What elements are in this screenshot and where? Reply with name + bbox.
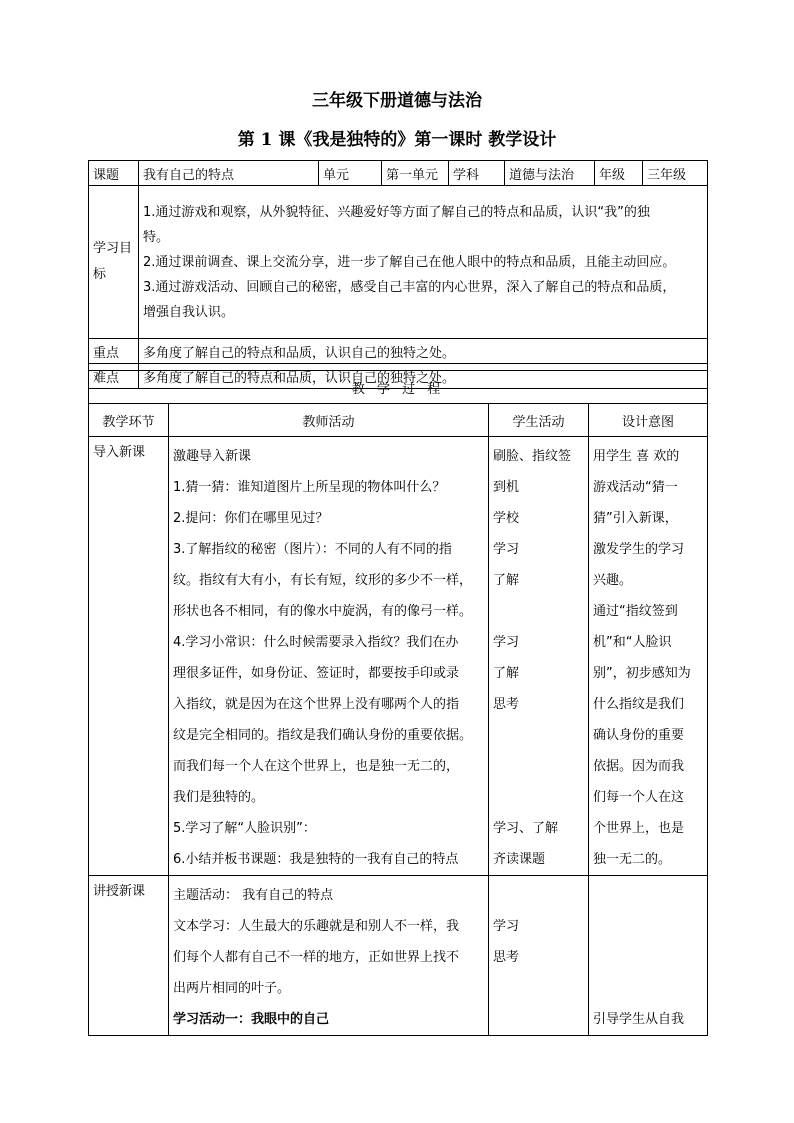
design-intent-teach — [589, 876, 708, 1036]
objective-line: 增强自我认识。 — [143, 304, 235, 320]
document-subtitle: 第 1 课《我是独特的》第一课时 教学设计 — [237, 130, 557, 150]
intent-line: 引导学生从自我 — [593, 1012, 685, 1027]
label-grade: 年级 — [595, 161, 643, 186]
teacher-activity-intro — [169, 437, 489, 876]
student-line: 刷脸、指纹签 — [493, 449, 572, 464]
design-intent-intro — [589, 437, 708, 876]
student-line — [493, 782, 584, 813]
stage-teach: 讲授新课 — [89, 876, 169, 1036]
student-line: 学习 — [493, 635, 520, 650]
teacher-line: 形状也各不相同，有的像水中旋涡，有的像弓一样。 — [173, 604, 473, 619]
teacher-line: 1.猜一猜：谁知道图片上所呈现的物体叫什么？ — [173, 480, 446, 495]
intent-line: 兴趣。 — [593, 573, 633, 588]
value-difficulty: 多角度了解自己的特点和品质，认识自己的独特之处。 — [139, 364, 708, 389]
label-topic: 课题 — [89, 161, 139, 186]
process-row-teach — [89, 876, 708, 1036]
header-teacher: 教师活动 — [169, 404, 489, 437]
teacher-line: 纹是完全相同的。指纹是我们确认身份的重要依据。 — [173, 728, 473, 743]
intent-line: 个世界上，也是 — [593, 821, 685, 836]
teacher-line: 而我们每一个人在这个世界上，也是独一无二的， — [173, 759, 460, 774]
student-line: 齐读课题 — [493, 852, 546, 867]
intent-line: 机”和“人脸识 — [593, 635, 672, 650]
value-unit: 第一单元 — [382, 161, 449, 186]
intent-line: 猜”引入新课， — [593, 511, 678, 526]
value-key: 多角度了解自己的特点和品质，认识自己的独特之处。 — [139, 339, 708, 364]
objective-line: 1.通过游戏和观察，从外貌特征、兴趣爱好等方面了解自己的特点和品质，认识“我”的独 — [143, 204, 650, 220]
header-intent: 设计意图 — [589, 404, 708, 437]
objective-line: 3.通过游戏活动、回顾自己的秘密，感受自己丰富的内心世界，深入了解自己的特点和品质， — [143, 279, 676, 295]
teacher-line: 入指纹，就是因为在这个世界上没有哪两个人的指 — [173, 697, 460, 712]
intent-line: 通过“指纹签到 — [593, 604, 678, 619]
intent-line: 激发学生的学习 — [593, 542, 685, 557]
teacher-line: 4.学习小常识：什么时候需要录入指纹？我们在办 — [173, 635, 459, 650]
teacher-line: 我们是独特的。 — [173, 790, 265, 805]
student-line: 了解 — [493, 666, 520, 681]
teacher-line: 激趣导入新课 — [173, 449, 252, 464]
student-line: 学校 — [493, 511, 520, 526]
label-subject: 学科 — [449, 161, 505, 186]
intent-line — [593, 942, 703, 973]
header-stage: 教学环节 — [89, 404, 169, 437]
intent-line — [593, 880, 703, 911]
student-line: 学习 — [493, 919, 520, 934]
teacher-line: 纹。指纹有大有小，有长有短，纹形的多少不一样， — [173, 573, 473, 588]
process-banner-row — [89, 371, 708, 404]
student-line — [493, 1004, 584, 1035]
intent-line: 们每一个人在这 — [593, 790, 685, 805]
teacher-line: 5.学习了解“人脸识别”： — [173, 821, 316, 836]
student-line — [493, 751, 584, 782]
teacher-line: 主题活动： 我有自己的特点 — [173, 888, 334, 903]
stage-intro: 导入新课 — [89, 437, 169, 876]
document-title: 三年级下册道德与法治 — [312, 91, 482, 111]
objective-line: 特。 — [143, 229, 170, 245]
teacher-line: 学习活动一：我眼中的自己 — [173, 1012, 330, 1027]
lesson-info-table — [88, 160, 708, 389]
student-line: 学习、了解 — [493, 821, 559, 836]
info-row-key — [89, 339, 708, 364]
process-row-intro — [89, 437, 708, 876]
student-line: 到机 — [493, 480, 520, 495]
teacher-line: 3.了解指纹的秘密（图片）：不同的人有不同的指 — [173, 542, 452, 557]
student-line — [493, 596, 584, 627]
student-line — [493, 973, 584, 1004]
value-subject: 道德与法治 — [505, 161, 595, 186]
info-row-objectives — [89, 186, 708, 339]
intent-line — [593, 973, 703, 1004]
process-header-row — [89, 404, 708, 437]
teacher-line: 理很多证件，如身份证、签证时，都要按手印或录 — [173, 666, 460, 681]
label-unit: 单元 — [319, 161, 382, 186]
label-objectives: 学习目标 — [89, 186, 139, 339]
value-topic: 我有自己的特点 — [139, 161, 319, 186]
teacher-line: 们每个人都有自己不一样的地方，正如世界上找不 — [173, 950, 460, 965]
intent-line: 依据。因为而我 — [593, 759, 685, 774]
teacher-line: 2.提问：你们在哪里见过？ — [173, 511, 329, 526]
objectives-text — [139, 186, 708, 339]
teacher-line: 6.小结并板书课题：我是独特的一我有自己的特点 — [173, 852, 459, 867]
label-difficulty: 难点 — [89, 364, 139, 389]
intent-line: 什么指纹是我们 — [593, 697, 685, 712]
student-line: 了解 — [493, 573, 520, 588]
student-line: 思考 — [493, 950, 520, 965]
teacher-line: 文本学习：人生最大的乐趣就是和别人不一样，我 — [173, 919, 460, 934]
student-line — [493, 880, 584, 911]
teacher-line: 出两片相同的叶子。 — [173, 981, 291, 996]
teaching-process-table — [88, 370, 708, 1036]
info-row-basic — [89, 161, 708, 186]
teacher-activity-teach — [169, 876, 489, 1036]
intent-line: 独一无二的。 — [593, 852, 672, 867]
process-banner: 教 学 过 程 — [89, 371, 708, 404]
intent-line: 游戏活动“猜一 — [593, 480, 678, 495]
intent-line — [593, 911, 703, 942]
student-line: 学习 — [493, 542, 520, 557]
student-activity-intro — [489, 437, 589, 876]
student-line — [493, 720, 584, 751]
value-grade: 三年级 — [643, 161, 708, 186]
student-line: 思考 — [493, 697, 520, 712]
header-student: 学生活动 — [489, 404, 589, 437]
objective-line: 2.通过课前调查、课上交流分享，进一步了解自己在他人眼中的特点和品质，且能主动回应。 — [143, 254, 676, 270]
intent-line: 用学生 喜 欢的 — [593, 449, 680, 464]
label-key: 重点 — [89, 339, 139, 364]
intent-line: 确认身份的重要 — [593, 728, 685, 743]
intent-line: 别”，初步感知为 — [593, 666, 691, 681]
student-activity-teach — [489, 876, 589, 1036]
